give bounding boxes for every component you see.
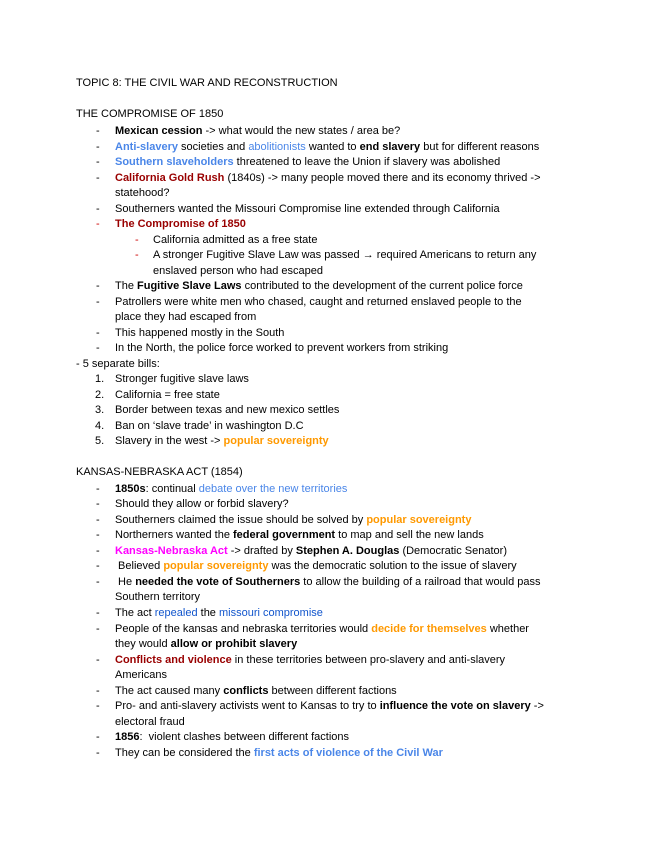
sub-list-item-continuation: enslaved person who had escaped — [153, 265, 324, 277]
list-item: In the North, the police force worked to prevent workers from striking — [115, 342, 449, 354]
bill-number: 3. — [95, 404, 105, 416]
bill-item: Slavery in the west -> popular sovereignty — [115, 435, 329, 447]
list-item: Southerners wanted the Missouri Compromise line extended through California — [115, 203, 500, 215]
bullet-dash: - — [96, 280, 100, 292]
bill-item: Ban on ‘slave trade’ in washington D.C — [115, 420, 304, 432]
list-item: California Gold Rush (1840s) -> many people moved there and its economy thrived -> — [115, 172, 541, 184]
bill-number: 4. — [95, 420, 105, 432]
list-item: Conflicts and violence in these territories between pro-slavery and anti-slavery — [115, 654, 506, 666]
section-heading-kansas-nebraska: KANSAS-NEBRASKA ACT (1854) — [76, 466, 243, 478]
list-item: 1850s: continual debate over the new territories — [115, 483, 348, 495]
bullet-dash: - — [96, 685, 100, 697]
bullet-dash: - — [96, 747, 100, 759]
bullet-dash: - — [96, 529, 100, 541]
bullet-dash: - — [96, 731, 100, 743]
bullet-dash: - — [96, 156, 100, 168]
bullet-dash: - — [96, 623, 100, 635]
list-item: Should they allow or forbid slavery? — [115, 498, 289, 510]
list-item: Southern slaveholders threatened to leave the Union if slavery was abolished — [115, 156, 501, 168]
sub-list-item: California admitted as a free state — [153, 234, 318, 246]
bullet-dash: - — [96, 700, 100, 712]
bullet-dash: - — [96, 607, 100, 619]
sub-list-item: A stronger Fugitive Slave Law was passed → required Americans to return any — [153, 249, 537, 261]
sub-bullet-dash: - — [135, 249, 139, 261]
bullet-dash: - — [96, 327, 100, 339]
list-item: They can be considered the first acts of violence of the Civil War — [115, 747, 443, 759]
list-item: The act repealed the missouri compromise — [115, 607, 323, 619]
section-heading-compromise: THE COMPROMISE OF 1850 — [76, 108, 224, 120]
list-item-continuation: Southern territory — [115, 591, 200, 603]
list-item: Northerners wanted the federal government to map and sell the new lands — [115, 529, 484, 541]
list-item: Anti-slavery societies and abolitionists wanted to end slavery but for different reasons — [115, 141, 540, 153]
list-item: He needed the vote of Southerners to allow the building of a railroad that would pass — [115, 576, 541, 588]
bill-item: Stronger fugitive slave laws — [115, 373, 249, 385]
list-item: Kansas-Nebraska Act -> drafted by Stephen A. Douglas (Democratic Senator) — [115, 545, 507, 557]
list-item-continuation: electoral fraud — [115, 716, 185, 728]
list-item: People of the kansas and nebraska territories would decide for themselves whether — [115, 623, 529, 635]
bills-intro: - 5 separate bills: — [76, 358, 160, 370]
bullet-dash: - — [96, 545, 100, 557]
bullet-dash: - — [96, 172, 100, 184]
bullet-dash: - — [96, 514, 100, 526]
bullet-dash: - — [96, 218, 100, 230]
list-item: Mexican cession -> what would the new states / area be? — [115, 125, 401, 137]
list-item: The act caused many conflicts between different factions — [115, 685, 397, 697]
list-item-continuation: Americans — [115, 669, 167, 681]
bill-number: 2. — [95, 389, 105, 401]
bullet-dash: - — [96, 576, 100, 588]
list-item: 1856: violent clashes between different factions — [115, 731, 350, 743]
list-item-continuation: they would allow or prohibit slavery — [115, 638, 298, 650]
bill-number: 1. — [95, 373, 105, 385]
bullet-dash: - — [96, 342, 100, 354]
list-item-continuation: statehood? — [115, 187, 170, 199]
bill-item: Border between texas and new mexico settles — [115, 404, 340, 416]
list-item: The Fugitive Slave Laws contributed to the development of the current police force — [115, 280, 523, 292]
bullet-dash: - — [96, 483, 100, 495]
list-item: Pro- and anti-slavery activists went to Kansas to try to influence the vote on slavery -> — [115, 700, 544, 712]
list-item-continuation: place they had escaped from — [115, 311, 257, 323]
list-item: Patrollers were white men who chased, caught and returned enslaved people to the — [115, 296, 522, 308]
list-item: Believed popular sovereignty was the democratic solution to the issue of slavery — [115, 560, 517, 572]
list-item: This happened mostly in the South — [115, 327, 285, 339]
bill-item: California = free state — [115, 389, 220, 401]
bullet-dash: - — [96, 654, 100, 666]
bullet-dash: - — [96, 296, 100, 308]
bullet-dash: - — [96, 498, 100, 510]
list-item: The Compromise of 1850 — [115, 218, 246, 230]
document-title: TOPIC 8: THE CIVIL WAR AND RECONSTRUCTION — [76, 77, 338, 89]
sub-bullet-dash: - — [135, 234, 139, 246]
bullet-dash: - — [96, 203, 100, 215]
list-item: Southerners claimed the issue should be solved by popular sovereignty — [115, 514, 472, 526]
bullet-dash: - — [96, 125, 100, 137]
bullet-dash: - — [96, 141, 100, 153]
bullet-dash: - — [96, 560, 100, 572]
bill-number: 5. — [95, 435, 105, 447]
